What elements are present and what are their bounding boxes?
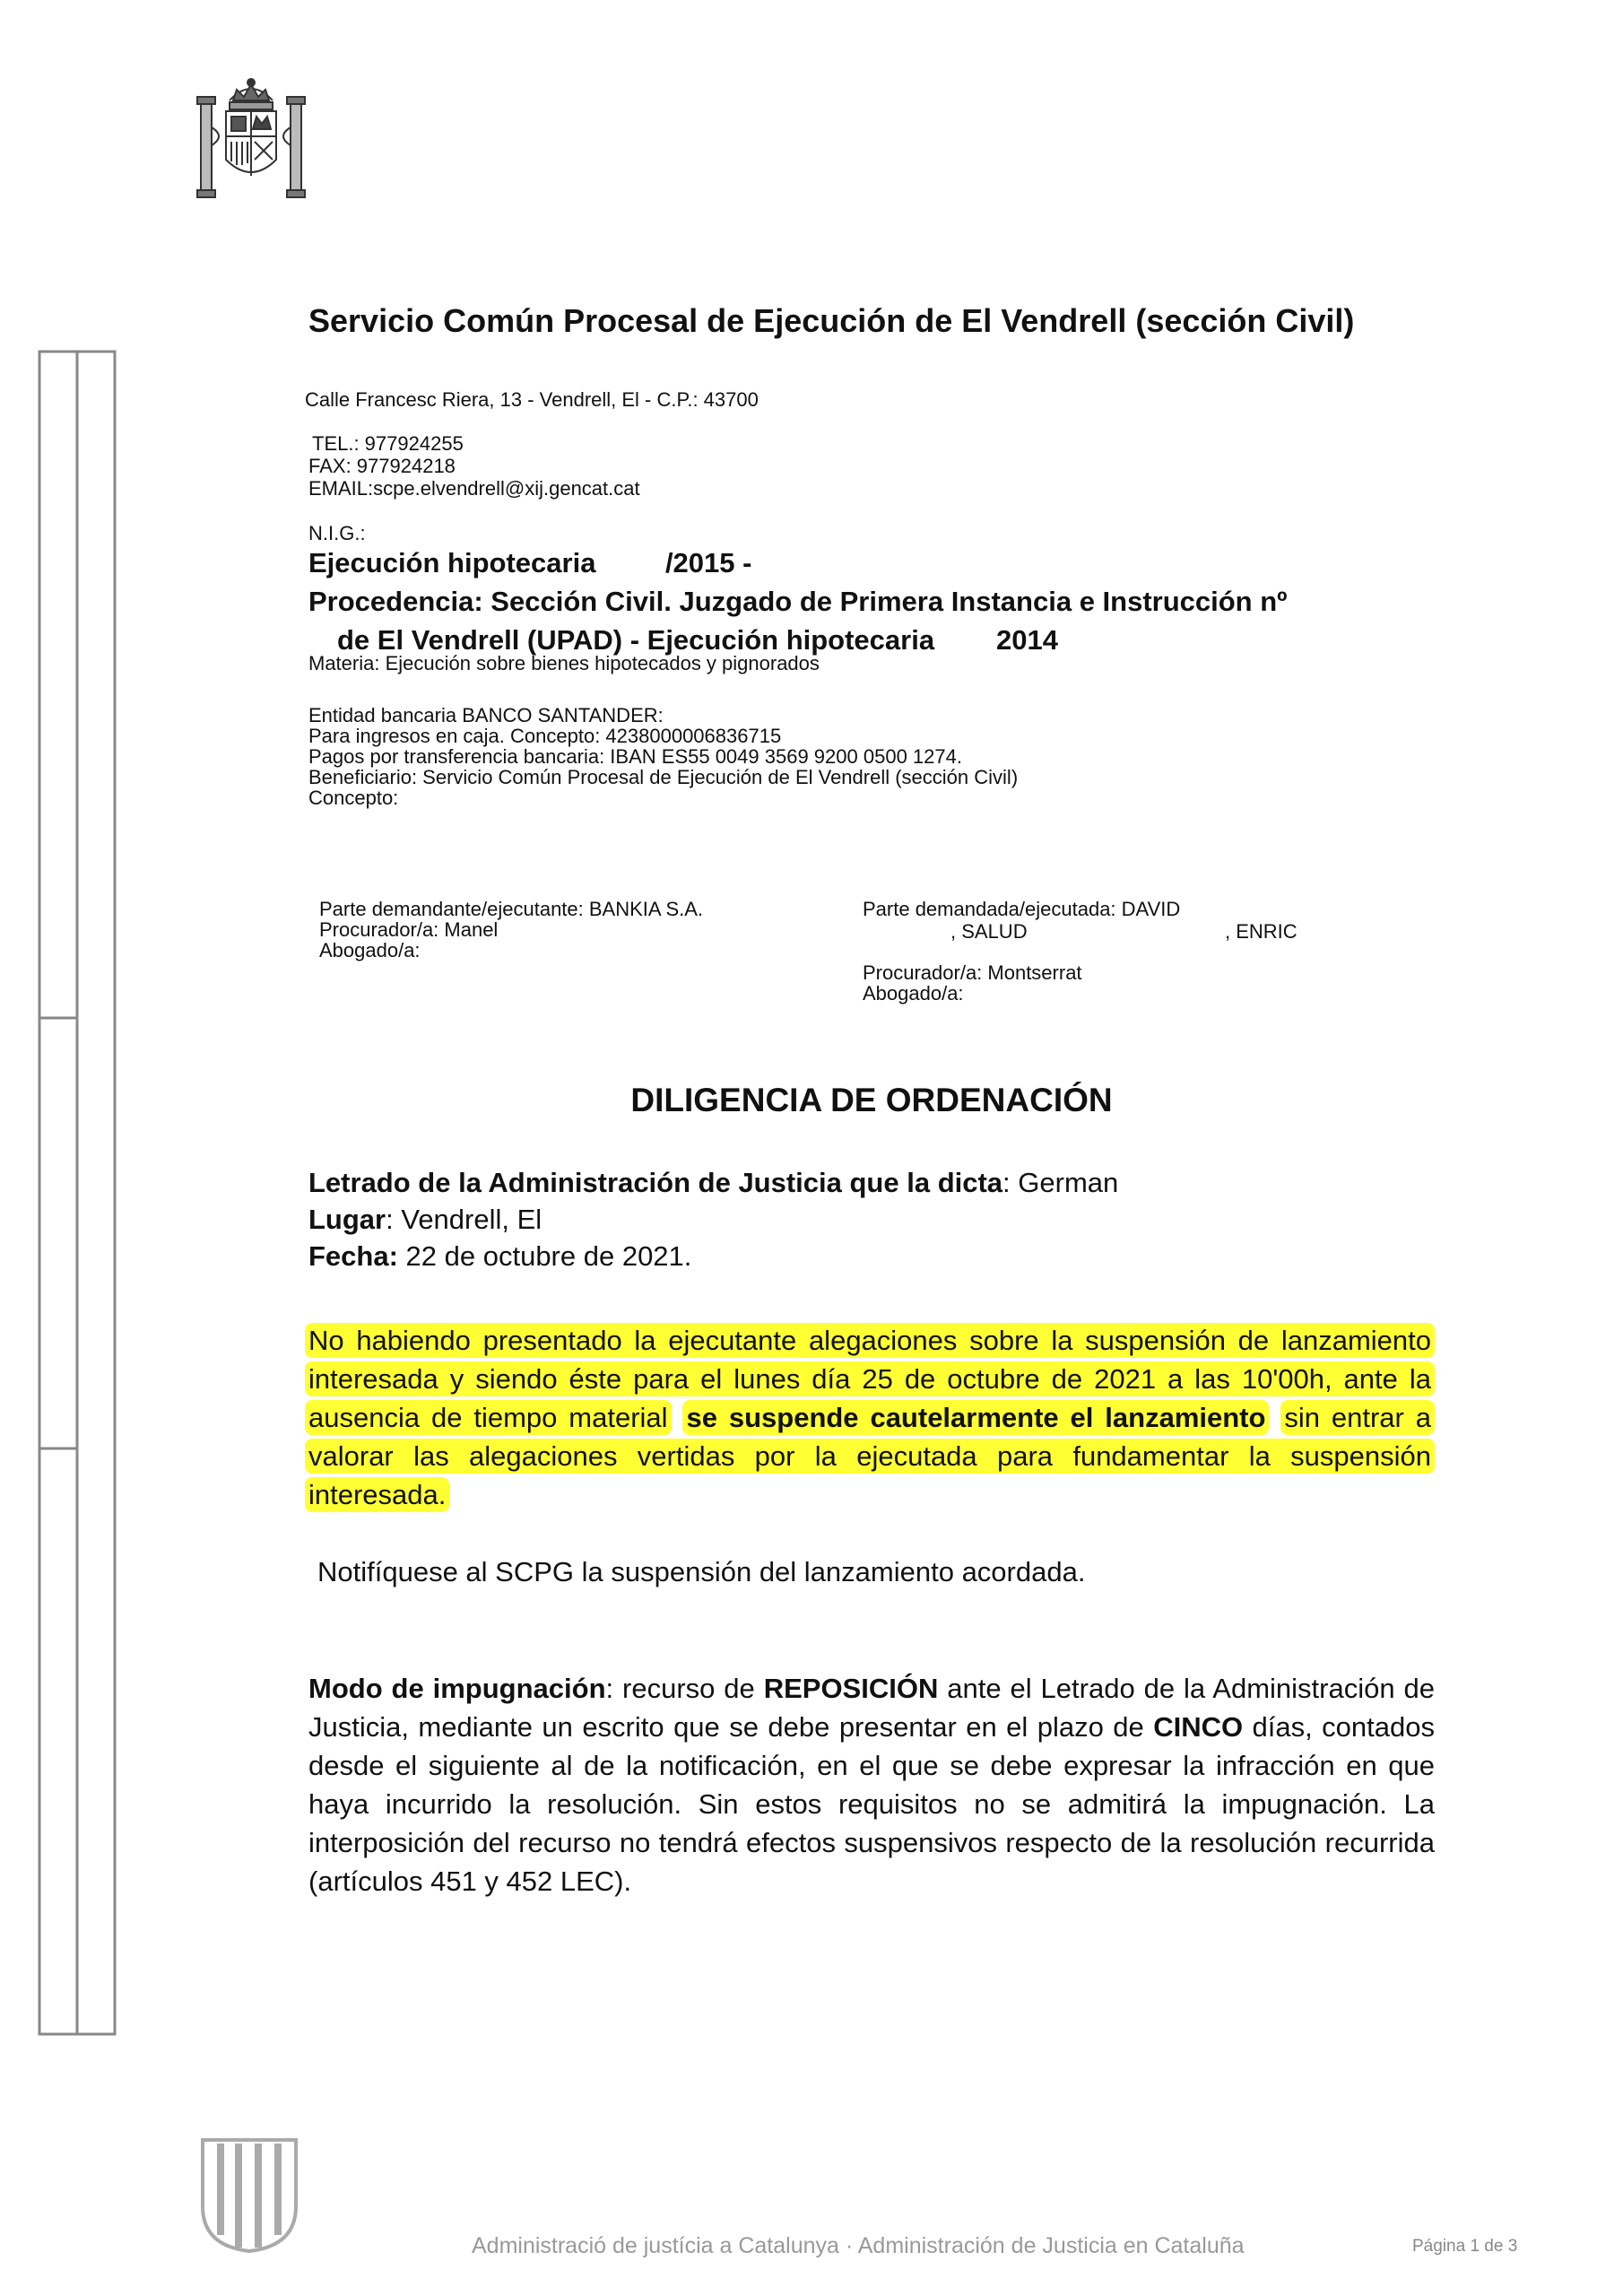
- plaintiff: Parte demandante/ejecutante: BANKIA S.A.: [319, 898, 704, 920]
- letrado-line: [308, 1163, 1118, 1202]
- fecha-label: Fecha:: [308, 1240, 398, 1272]
- defendant-salud: , SALUD: [950, 920, 1028, 943]
- highlight-bold: se suspende cautelarmente el lanzamiento: [682, 1400, 1269, 1435]
- spain-coat-of-arms-icon: [190, 74, 312, 203]
- lugar-line: [308, 1200, 542, 1239]
- court-address: Calle Francesc Riera, 13 - Vendrell, El - C.P.: 43700: [305, 388, 759, 411]
- diligencia-title: DILIGENCIA DE ORDENACIÓN: [630, 1082, 1113, 1118]
- fecha-line: [308, 1237, 691, 1275]
- impugnacion-text-3: días, contados desde el siguiente al de la notificación, en el que se debe expresar la infracción en que haya incurrido la resolución. Sin estos requisitos no se admitirá la impugnación. La interposición del recurso no tendrá efectos suspensivos respecto de la resolución recurrida (artículos 451 y 452 LEC).: [308, 1711, 1436, 1897]
- plaintiff-abogado: Abogado/a:: [319, 939, 421, 961]
- nig-label: N.I.G.:: [308, 522, 366, 544]
- fecha-value: 22 de octubre de 2021.: [397, 1240, 692, 1272]
- letrado-label: Letrado de la Administración de Justicia que la dicta: [308, 1167, 1003, 1198]
- impugnacion-text-2: ante el Letrado de la Administración de Justicia, mediante un escrito que se debe presentar en el plazo de: [308, 1673, 1435, 1743]
- footer-text: Administració de justícia a Catalunya · Administración de Justicia en Cataluña: [472, 2233, 1245, 2258]
- court-tel: TEL.: 977924255: [312, 432, 464, 455]
- case-procedencia-2: de El Vendrell (UPAD) - Ejecución hipotecaria 2014: [337, 624, 1058, 656]
- bank-transfer: Pagos por transferencia bancaria: IBAN ES55 0049 3569 9200 0500 1274.: [308, 745, 962, 768]
- letrado-value: : German: [1002, 1167, 1119, 1198]
- court-title: Servicio Común Procesal de Ejecución de El Vendrell (sección Civil): [308, 302, 1355, 339]
- margin-frame: [38, 350, 117, 2036]
- impugnacion-cinco: CINCO: [1153, 1711, 1244, 1743]
- impugnacion-reposicion: REPOSICIÓN: [763, 1673, 939, 1704]
- case-type: Ejecución hipotecaria /2015 -: [308, 547, 752, 578]
- defendant-abogado: Abogado/a:: [863, 982, 964, 1004]
- lugar-value: : Vendrell, El: [386, 1204, 542, 1235]
- lugar-label: Lugar: [308, 1204, 386, 1235]
- court-fax: FAX: 977924218: [308, 455, 456, 477]
- bank-cash: Para ingresos en caja. Concepto: 4238000006836715: [308, 725, 782, 747]
- defendant-enric: , ENRIC: [1225, 920, 1298, 943]
- highlighted-paragraph: [305, 1321, 1435, 1514]
- highlight-part-2: sin entrar a valorar las alegaciones vertidas por la ejecutada para fundamentar la suspensión interesada.: [305, 1400, 1435, 1512]
- catalonia-emblem-icon: [195, 2136, 303, 2253]
- impugnacion-paragraph: [308, 1669, 1435, 1900]
- bank-entity: Entidad bancaria BANCO SANTANDER:: [308, 704, 664, 726]
- notify-paragraph: Notifíquese al SCPG la suspensión del lanzamiento acordada.: [317, 1556, 1086, 1587]
- plaintiff-procurador: Procurador/a: Manel: [319, 918, 499, 941]
- defendant-procurador: Procurador/a: Montserrat: [863, 961, 1082, 984]
- highlight-part-1: No habiendo presentado la ejecutante alegaciones sobre la suspensión de lanzamiento interesada y siendo éste para el lunes día 25 de octubre de 2021 a las 10'00h, ante la ausencia de tiempo material: [305, 1323, 1435, 1435]
- court-email: EMAIL:scpe.elvendrell@xij.gencat.cat: [308, 477, 640, 500]
- case-procedencia-1: Procedencia: Sección Civil. Juzgado de Primera Instancia e Instrucción nº: [308, 586, 1288, 617]
- impugnacion-label: Modo de impugnación: [308, 1673, 606, 1704]
- defendant: Parte demandada/ejecutada: DAVID: [863, 898, 1181, 920]
- page-number: Página 1 de 3: [1412, 2237, 1518, 2256]
- case-materia: Materia: Ejecución sobre bienes hipotecados y pignorados: [308, 652, 820, 674]
- impugnacion-text-1: : recurso de: [605, 1673, 764, 1704]
- bank-beneficiary: Beneficiario: Servicio Común Procesal de Ejecución de El Vendrell (sección Civil): [308, 766, 1019, 788]
- bank-concept: Concepto:: [308, 787, 399, 809]
